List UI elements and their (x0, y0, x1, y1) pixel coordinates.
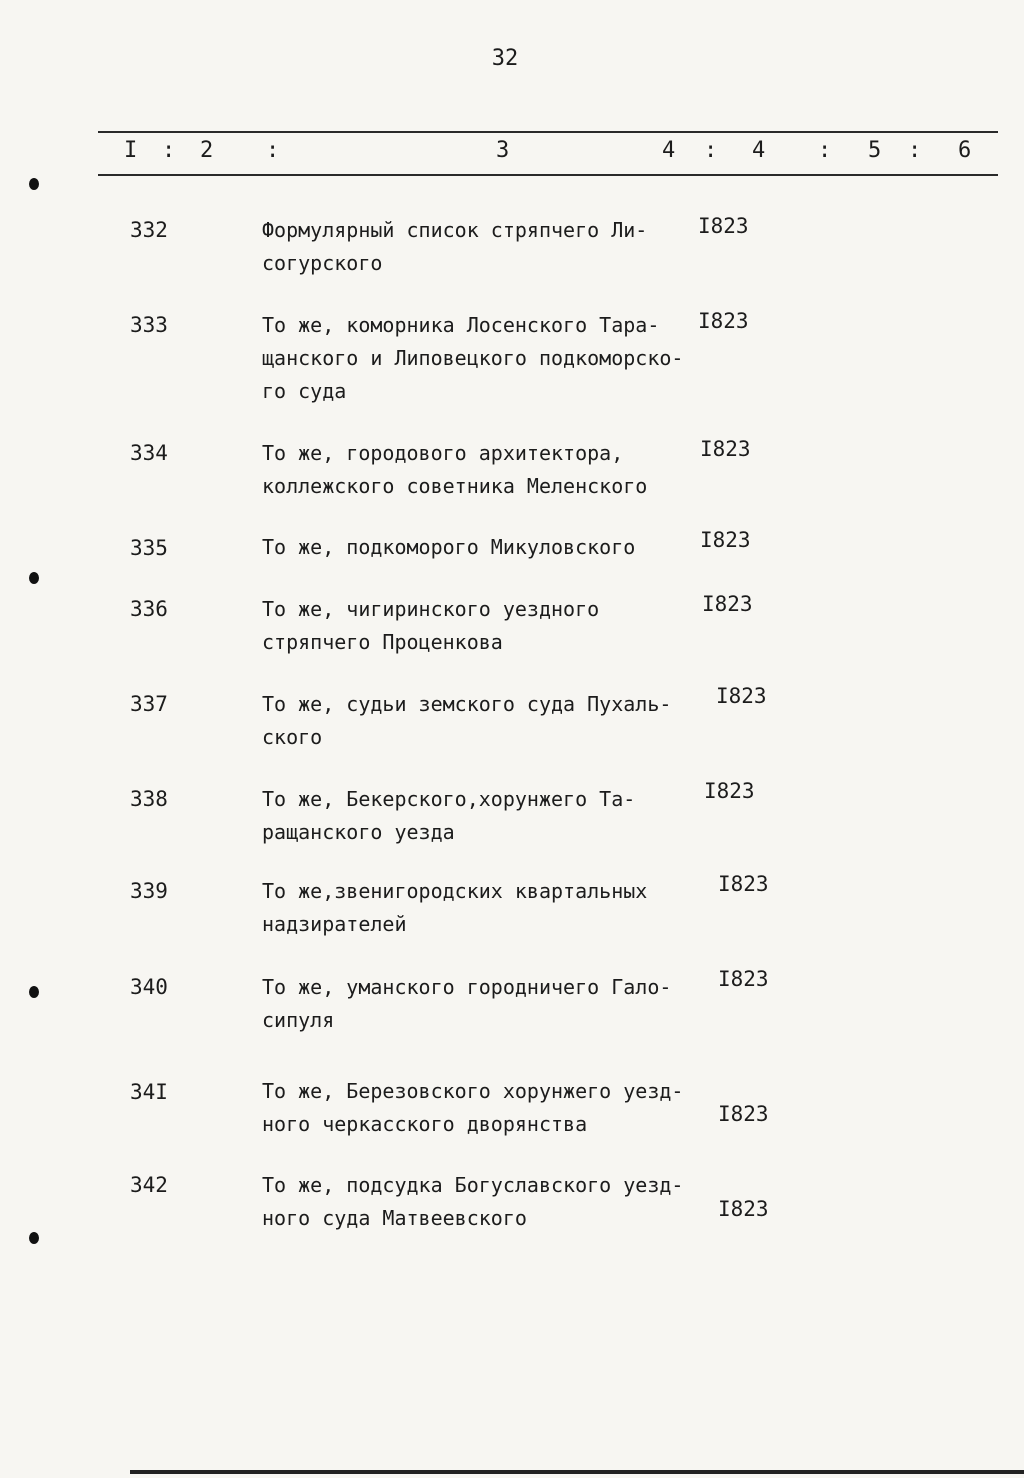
entry-year: I823 (698, 309, 749, 333)
binder-hole (29, 1232, 39, 1244)
binder-hole (29, 986, 39, 998)
entry-description: То же, уманского городничего Гало- сипуля (262, 975, 672, 1032)
entry-description: То же, городового архитектора, коллежского советника Меленского (262, 441, 648, 498)
page-number: 32 (491, 46, 519, 71)
table-top-rule (98, 131, 998, 133)
entry-description: То же, судьи земского суда Пухаль- ского (262, 692, 672, 749)
entry-year: I823 (700, 528, 751, 552)
entry-year: I823 (716, 684, 767, 708)
column-header-2: 2 (200, 138, 214, 163)
entry-description: То же,звенигородских квартальных надзирателей (262, 879, 648, 936)
entry-number: 34I (130, 1080, 168, 1104)
column-header-1: I (124, 138, 138, 163)
column-header-4a: 4 (662, 138, 676, 163)
entry-year: I823 (702, 592, 753, 616)
entry-year: I823 (718, 872, 769, 896)
column-header-6: 6 (958, 138, 972, 163)
entry-description: То же, коморника Лосенского Тара- щанского и Липовецкого подкоморско- го суда (262, 313, 684, 403)
entry-number: 338 (130, 787, 168, 811)
entry-year: I823 (700, 437, 751, 461)
entry-number: 339 (130, 879, 168, 903)
column-separator: : (266, 138, 280, 163)
entry-year: I823 (698, 214, 749, 238)
column-separator: : (162, 138, 176, 163)
entry-description: Формулярный список стряпчего Ли- согурского (262, 218, 648, 275)
entry-number: 334 (130, 441, 168, 465)
column-separator: : (704, 138, 718, 163)
entry-number: 335 (130, 536, 168, 560)
entry-year: I823 (718, 1197, 769, 1221)
entry-description: То же, Бекерского,хорунжего Та- ращанского уезда (262, 787, 636, 844)
entry-description: То же, подкоморого Микуловского (262, 535, 636, 559)
column-header-5: 5 (868, 138, 882, 163)
entry-number: 337 (130, 692, 168, 716)
entry-year: I823 (718, 1102, 769, 1126)
page-bottom-edge (130, 1470, 1024, 1474)
column-header-3: 3 (496, 138, 510, 163)
entry-description: То же, подсудка Богуславского уезд- ного суда Матвеевского (262, 1173, 684, 1230)
entry-year: I823 (704, 779, 755, 803)
entry-number: 333 (130, 313, 168, 337)
column-separator: : (818, 138, 832, 163)
binder-hole (29, 572, 39, 584)
entry-number: 332 (130, 218, 168, 242)
table-header-rule (98, 174, 998, 176)
entry-number: 336 (130, 597, 168, 621)
entry-description: То же, чигиринского уездного стряпчего Проценкова (262, 597, 600, 654)
column-header-4b: 4 (752, 138, 766, 163)
entry-number: 342 (130, 1173, 168, 1197)
entry-description: То же, Березовского хорунжего уезд- ного черкасского дворянства (262, 1079, 684, 1136)
binder-hole (29, 178, 39, 190)
entry-year: I823 (718, 967, 769, 991)
entry-number: 340 (130, 975, 168, 999)
column-separator: : (908, 138, 922, 163)
